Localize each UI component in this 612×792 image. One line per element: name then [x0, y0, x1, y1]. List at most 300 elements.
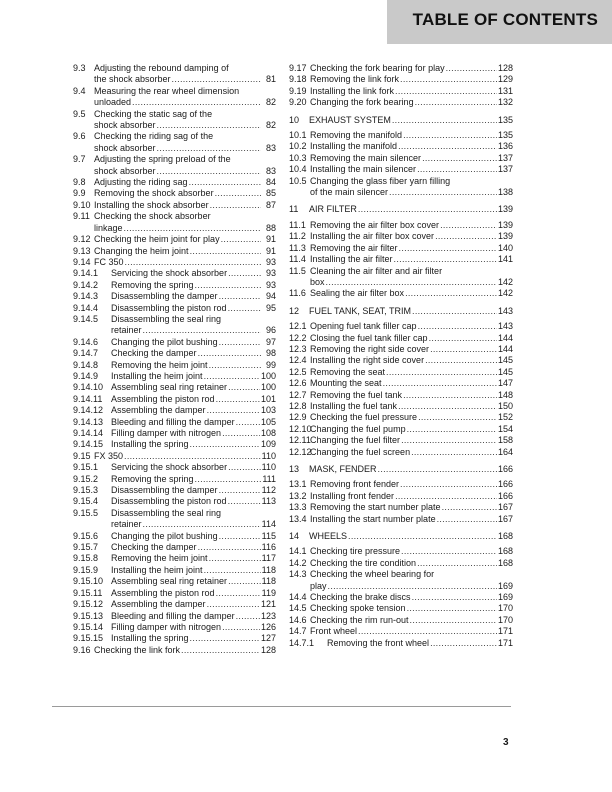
toc-entry-title: box [310, 276, 325, 287]
toc-entry-number: 9.8 [73, 177, 86, 188]
toc-entry-page: 167 [497, 513, 513, 524]
toc-entry-title: Adjusting the riding sag [94, 177, 188, 188]
toc-entry-title: Installing the heim joint [111, 370, 203, 381]
toc-entry[interactable] [73, 565, 276, 576]
toc-leader-dots [219, 337, 261, 348]
toc-entry[interactable] [289, 378, 513, 389]
toc-entry[interactable] [73, 234, 276, 245]
toc-entry[interactable] [73, 576, 276, 587]
toc-entry[interactable] [73, 131, 276, 154]
toc-leader-dots [392, 115, 497, 126]
toc-entry-page: 144 [497, 332, 513, 343]
toc-leader-dots [157, 166, 261, 177]
toc-entry[interactable] [73, 531, 276, 542]
toc-entry-page: 114 [261, 519, 276, 530]
toc-entry[interactable] [289, 592, 513, 603]
toc-entry-title: Checking the fork bearing for play [310, 63, 445, 73]
toc-entry-page: 121 [260, 599, 276, 610]
toc-entry[interactable] [289, 266, 513, 289]
toc-entry[interactable] [73, 611, 276, 622]
toc-entry[interactable] [73, 439, 276, 450]
toc-entry-title: shock absorber [94, 120, 156, 131]
toc-entry-page: 143 [497, 305, 513, 316]
toc-entry-page: 123 [260, 610, 276, 621]
toc-entry-title: Checking the fuel pressure [310, 412, 418, 423]
toc-entry-number: 14.3 [289, 569, 307, 580]
toc-entry[interactable] [73, 348, 276, 359]
toc-entry-page: 170 [497, 614, 513, 625]
toc-entry-title-line: Adjusting the spring preload of the [94, 154, 231, 165]
toc-entry-title: Checking tire pressure [310, 546, 401, 557]
toc-leader-dots [124, 451, 261, 462]
toc-entry-page: 119 [261, 587, 276, 598]
toc-entry-number: 12.10 [289, 423, 312, 434]
toc-entry-number: 13.1 [289, 479, 307, 490]
toc-entry-page: 109 [260, 439, 276, 450]
toc-entry[interactable] [289, 220, 513, 231]
toc-leader-dots [412, 306, 497, 317]
toc-entry[interactable] [73, 485, 276, 496]
toc-leader-dots [378, 464, 497, 475]
toc-entry-number: 13 [289, 464, 300, 474]
toc-leader-dots [219, 531, 261, 542]
toc-entry-title: Removing the spring [111, 473, 194, 484]
toc-entry-title: Sealing the air filter box [310, 288, 405, 299]
toc-leader-dots [216, 394, 260, 405]
toc-entry-page: 128 [497, 63, 513, 73]
toc-entry[interactable] [289, 333, 513, 344]
toc-entry-number: 14 [289, 531, 300, 542]
toc-entry-title: Changing the fuel screen [310, 446, 411, 457]
toc-leader-dots [348, 531, 497, 542]
toc-entry-title: Installing the link fork [310, 85, 395, 96]
toc-entry-title-line: Adjusting the rebound damping of [94, 63, 229, 73]
toc-entry-number: 9.5 [73, 108, 86, 119]
toc-leader-dots [195, 474, 261, 485]
toc-entry[interactable] [73, 291, 276, 302]
toc-leader-dots [389, 187, 497, 198]
toc-entry[interactable] [289, 558, 513, 569]
toc-leader-dots [157, 143, 261, 154]
toc-entry[interactable] [289, 502, 513, 513]
toc-entry-page: 145 [497, 355, 513, 366]
toc-entry-title: Checking the heim joint for play [94, 234, 220, 245]
toc-entry[interactable] [73, 474, 276, 485]
toc-entry-title: Bleeding and filling the damper [111, 610, 235, 621]
toc-entry[interactable] [73, 360, 276, 371]
toc-entry[interactable] [73, 622, 276, 633]
toc-entry-title: Changing the pilot bushing [111, 530, 218, 541]
toc-entry[interactable] [73, 109, 276, 132]
toc-entry-title: Bleeding and filling the damper [111, 416, 235, 427]
toc-entry[interactable] [73, 633, 276, 644]
toc-entry[interactable] [289, 638, 513, 649]
toc-entry[interactable] [289, 401, 513, 412]
toc-entry[interactable] [289, 447, 513, 458]
toc-entry-number: 9.14.12 [73, 405, 104, 416]
toc-entry-page: 103 [260, 405, 276, 416]
toc-entry-title: Checking the brake discs [310, 592, 411, 603]
toc-entry[interactable] [289, 615, 513, 626]
toc-entry-title: AIR FILTER [309, 204, 357, 215]
toc-leader-dots [181, 645, 260, 656]
toc-entry-number: 9.14.15 [73, 439, 104, 450]
toc-entry-title: Servicing the shock absorber [111, 268, 228, 279]
toc-section-entry[interactable] [289, 531, 513, 542]
toc-entry[interactable] [73, 257, 276, 268]
toc-leader-dots [209, 360, 261, 371]
toc-entry[interactable] [289, 344, 513, 355]
toc-entry-page: 166 [497, 490, 513, 501]
header-bar [387, 0, 612, 44]
toc-entry[interactable] [73, 303, 276, 314]
toc-leader-dots [398, 401, 497, 412]
toc-entry[interactable] [73, 417, 276, 428]
toc-leader-dots [222, 428, 260, 439]
toc-entry-number: 9.14.14 [73, 428, 104, 438]
toc-entry-title-line: Checking the shock absorber [94, 211, 211, 222]
toc-leader-dots [430, 344, 497, 355]
toc-entry-title: Removing the heim joint [111, 553, 208, 564]
toc-entry-title-line: Checking the riding sag of the [94, 131, 214, 142]
toc-entry[interactable] [73, 553, 276, 564]
toc-entry-title: Front wheel [310, 626, 358, 637]
toc-entry[interactable] [73, 211, 276, 234]
toc-entry-title: Changing the pilot bushing [111, 336, 218, 347]
toc-entry-title-line: Checking the static sag of the [94, 108, 213, 119]
toc-entry-page: 93 [265, 268, 276, 279]
toc-entry[interactable] [289, 63, 513, 74]
toc-entry-number: 9.15.5 [73, 507, 99, 518]
toc-entry-title: Assembling the damper [111, 599, 206, 610]
toc-entry-page: 144 [497, 343, 513, 354]
toc-entry[interactable] [289, 130, 513, 141]
toc-entry[interactable] [289, 626, 513, 637]
toc-entry-title: Checking spoke tension [310, 603, 406, 614]
toc-entry-number: 12.12 [289, 446, 312, 457]
toc-entry[interactable] [73, 599, 276, 610]
toc-entry-page: 118 [261, 564, 276, 575]
toc-entry-number: 12.7 [289, 389, 307, 400]
toc-entry-page: 171 [497, 637, 513, 648]
toc-entry-title: Installing the spring [111, 439, 189, 450]
toc-entry[interactable] [73, 405, 276, 416]
toc-entry[interactable] [73, 371, 276, 382]
toc-entry[interactable] [73, 280, 276, 291]
toc-leader-dots [358, 626, 497, 637]
toc-entry-title: Installing the shock absorber [94, 199, 209, 210]
toc-leader-dots [189, 177, 261, 188]
toc-entry-page: 81 [265, 74, 276, 85]
toc-entry-title: Disassembling the damper [111, 485, 218, 496]
toc-entry-number: 9.15.6 [73, 530, 99, 541]
toc-entry-title: Checking the tire condition [310, 557, 417, 568]
toc-entry-number: 9.15.2 [73, 473, 99, 484]
toc-entry[interactable] [289, 97, 513, 108]
toc-leader-dots [195, 280, 261, 291]
toc-entry-title: Removing the heim joint [111, 359, 208, 370]
toc-leader-dots [430, 638, 497, 649]
toc-leader-dots [124, 223, 261, 234]
toc-leader-dots [383, 378, 497, 389]
toc-entry[interactable] [73, 496, 276, 507]
toc-entry-number: 10.2 [289, 141, 307, 152]
toc-leader-dots [204, 371, 260, 382]
toc-entry-page: 88 [265, 222, 276, 233]
toc-entry[interactable] [289, 243, 513, 254]
toc-section-entry[interactable] [289, 306, 513, 317]
toc-entry-page: 166 [497, 464, 513, 474]
toc-entry-number: 9.14 [73, 256, 91, 267]
toc-entry-title: Installing the heim joint [111, 564, 203, 575]
toc-entry-title: Installing the spring [111, 633, 189, 644]
toc-entry-page: 83 [265, 142, 276, 153]
toc-entry-title: Installing the air filter box cover [310, 231, 435, 242]
toc-entry-number: 9.3 [73, 63, 86, 73]
toc-leader-dots [429, 333, 497, 344]
toc-entry-page: 145 [497, 366, 513, 377]
toc-leader-dots [219, 291, 261, 302]
toc-entry[interactable] [73, 508, 276, 531]
toc-entry-title: Changing the fuel pump [310, 423, 406, 434]
toc-leader-dots [398, 141, 497, 152]
toc-entry-number: 12.3 [289, 343, 307, 354]
toc-entry-number: 9.14.7 [73, 348, 99, 359]
toc-entry[interactable] [289, 164, 513, 175]
toc-entry-number: 14.6 [289, 614, 307, 625]
toc-entry-page: 115 [261, 530, 276, 541]
toc-entry-number: 12.8 [289, 400, 307, 411]
toc-entry-page: 140 [497, 242, 513, 253]
toc-entry-number: 9.15.11 [73, 587, 103, 598]
toc-entry[interactable] [73, 337, 276, 348]
toc-entry[interactable] [73, 394, 276, 405]
toc-entry-title: Disassembling the piston rod [111, 496, 227, 507]
toc-entry-title: Removing the seat [310, 366, 386, 377]
toc-leader-dots [407, 603, 497, 614]
toc-section-entry[interactable] [289, 115, 513, 126]
toc-entry-page: 152 [497, 412, 513, 423]
toc-entry-number: 10.5 [289, 175, 307, 186]
toc-entry-title: Assembling seal ring retainer [111, 576, 228, 587]
toc-entry-number: 14.7.1 [289, 637, 315, 648]
toc-entry-title: MASK, FENDER [309, 464, 377, 474]
toc-entry[interactable] [73, 645, 276, 656]
toc-entry-number: 14.4 [289, 592, 307, 603]
toc-entry-page: 110 [261, 450, 276, 461]
toc-leader-dots [395, 86, 497, 97]
toc-entry[interactable] [73, 63, 276, 86]
toc-leader-dots [228, 462, 261, 473]
toc-entry-title: retainer [111, 325, 142, 336]
toc-entry-number: 10 [289, 114, 300, 125]
toc-leader-dots [172, 74, 261, 85]
toc-entry-number: 9.14.5 [73, 313, 99, 324]
toc-entry-title: shock absorber [94, 165, 156, 176]
toc-entry-number: 9.13 [73, 245, 91, 256]
toc-entry-title: Filling damper with nitrogen [111, 621, 222, 632]
toc-entry-page: 169 [497, 580, 513, 591]
toc-leader-dots [143, 325, 261, 336]
toc-section-entry[interactable] [289, 204, 513, 215]
toc-entry-number: 9.12 [73, 234, 91, 245]
toc-entry-page: 137 [497, 152, 513, 163]
toc-entry[interactable] [289, 435, 513, 446]
toc-entry-page: 118 [261, 576, 276, 587]
toc-entry[interactable] [73, 86, 276, 109]
toc-entry[interactable] [73, 382, 276, 393]
toc-entry-title: Assembling the piston rod [111, 393, 215, 404]
toc-entry-number: 9.14.10 [73, 382, 104, 393]
toc-leader-dots [425, 355, 497, 366]
toc-leader-dots [417, 164, 497, 175]
toc-entry-number: 12.2 [289, 332, 307, 343]
toc-entry-number: 9.7 [73, 154, 86, 165]
toc-entry-title-line: Changing the glass fiber yarn filling [310, 175, 451, 186]
toc-entry-title: Assembling seal ring retainer [111, 382, 228, 393]
page-title: TABLE OF CONTENTS [412, 10, 598, 29]
toc-entry[interactable] [289, 603, 513, 614]
toc-entry-title: unloaded [94, 97, 132, 108]
toc-entry[interactable] [73, 177, 276, 188]
toc-entry-title: Installing front fender [310, 490, 395, 501]
toc-entry[interactable] [289, 367, 513, 378]
toc-entry-number: 9.14.9 [73, 370, 99, 381]
toc-leader-dots [435, 231, 497, 242]
toc-entry-number: 11.6 [289, 288, 306, 299]
toc-right-column [289, 63, 513, 649]
toc-entry-number: 9.4 [73, 85, 86, 96]
toc-entry[interactable] [289, 569, 513, 592]
toc-entry-title: FC 350 [94, 256, 124, 267]
toc-entry[interactable] [289, 254, 513, 265]
toc-entry-page: 96 [265, 325, 276, 336]
toc-leader-dots [207, 599, 260, 610]
toc-leader-dots [407, 424, 497, 435]
toc-entry-title: of the main silencer [310, 187, 389, 198]
toc-entry-page: 168 [497, 531, 513, 542]
toc-entry-page: 94 [265, 291, 276, 302]
toc-entry-page: 117 [261, 553, 276, 564]
toc-entry-page: 143 [497, 321, 513, 332]
toc-entry-number: 9.14.13 [73, 416, 104, 427]
toc-entry-number: 14.5 [289, 603, 307, 614]
toc-entry[interactable] [73, 188, 276, 199]
toc-entry-page: 116 [261, 542, 276, 553]
toc-entry-title: Disassembling the piston rod [111, 302, 227, 313]
toc-entry[interactable] [73, 154, 276, 177]
toc-entry-number: 12.5 [289, 366, 307, 377]
toc-entry[interactable] [73, 462, 276, 473]
toc-entry-page: 93 [265, 279, 276, 290]
toc-leader-dots [236, 417, 260, 428]
toc-entry-title: Removing the spring [111, 279, 194, 290]
toc-entry[interactable] [289, 176, 513, 199]
toc-entry-title: Removing front fender [310, 479, 400, 490]
toc-leader-dots [326, 277, 497, 288]
toc-entry-page: 108 [260, 428, 276, 438]
toc-entry-page: 135 [497, 130, 513, 141]
toc-leader-dots [394, 254, 497, 265]
toc-leader-dots [446, 63, 497, 74]
toc-entry-number: 9.6 [73, 131, 86, 142]
toc-entry[interactable] [73, 200, 276, 211]
toc-entry-page: 129 [497, 74, 513, 85]
toc-entry-page: 99 [265, 359, 276, 370]
toc-entry[interactable] [289, 514, 513, 525]
toc-entry-number: 9.14.11 [73, 393, 103, 404]
toc-entry-page: 139 [497, 204, 513, 215]
toc-entry[interactable] [289, 141, 513, 152]
toc-leader-dots [411, 447, 497, 458]
toc-entry-number: 9.14.4 [73, 302, 99, 313]
toc-entry[interactable] [289, 479, 513, 490]
toc-entry-title: Removing the right side cover [310, 343, 430, 354]
toc-entry-number: 11.4 [289, 254, 306, 265]
toc-leader-dots [204, 565, 261, 576]
toc-entry[interactable] [289, 390, 513, 401]
toc-entry-number: 13.3 [289, 502, 307, 513]
toc-section-entry[interactable] [289, 464, 513, 475]
toc-entry-page: 171 [497, 626, 513, 637]
toc-entry[interactable] [289, 153, 513, 164]
toc-entry[interactable] [73, 542, 276, 553]
toc-entry-number: 10.1 [289, 130, 307, 141]
toc-entry-page: 170 [497, 603, 513, 614]
toc-entry-page: 126 [260, 621, 276, 632]
toc-entry-page: 166 [497, 479, 513, 490]
toc-entry[interactable] [289, 546, 513, 557]
toc-entry-title: Assembling the piston rod [111, 587, 215, 598]
toc-leader-dots [400, 74, 497, 85]
toc-leader-dots [157, 120, 261, 131]
toc-entry-number: 11.3 [289, 242, 306, 253]
toc-entry[interactable] [73, 314, 276, 337]
toc-entry[interactable] [73, 268, 276, 279]
toc-entry[interactable] [289, 86, 513, 97]
toc-entry[interactable] [289, 412, 513, 423]
toc-entry-page: 105 [260, 416, 276, 427]
toc-entry-page: 97 [265, 336, 276, 347]
toc-entry[interactable] [289, 321, 513, 332]
toc-entry-number: 9.14.8 [73, 359, 99, 370]
toc-entry-page: 101 [260, 393, 276, 404]
toc-entry-title: Removing the shock absorber [94, 188, 214, 199]
toc-entry[interactable] [289, 288, 513, 299]
toc-leader-dots [403, 390, 497, 401]
toc-leader-dots [400, 479, 497, 490]
toc-entry-number: 14.1 [289, 546, 307, 557]
toc-entry[interactable] [289, 74, 513, 85]
toc-left-column [73, 63, 276, 656]
toc-entry[interactable] [289, 231, 513, 242]
toc-leader-dots [440, 220, 497, 231]
toc-entry[interactable] [289, 355, 513, 366]
toc-entry[interactable] [73, 246, 276, 257]
toc-entry-title: Opening fuel tank filler cap [310, 321, 417, 332]
toc-entry[interactable] [73, 451, 276, 462]
toc-entry[interactable] [73, 588, 276, 599]
toc-entry-page: 158 [497, 435, 513, 446]
toc-entry-title: FUEL TANK, SEAT, TRIM [309, 305, 412, 316]
toc-leader-dots [198, 542, 261, 553]
toc-entry[interactable] [73, 428, 276, 439]
toc-entry-page: 127 [260, 633, 276, 644]
toc-entry[interactable] [289, 424, 513, 435]
toc-leader-dots [219, 485, 261, 496]
toc-entry-number: 9.15.14 [73, 621, 104, 632]
toc-entry[interactable] [289, 491, 513, 502]
